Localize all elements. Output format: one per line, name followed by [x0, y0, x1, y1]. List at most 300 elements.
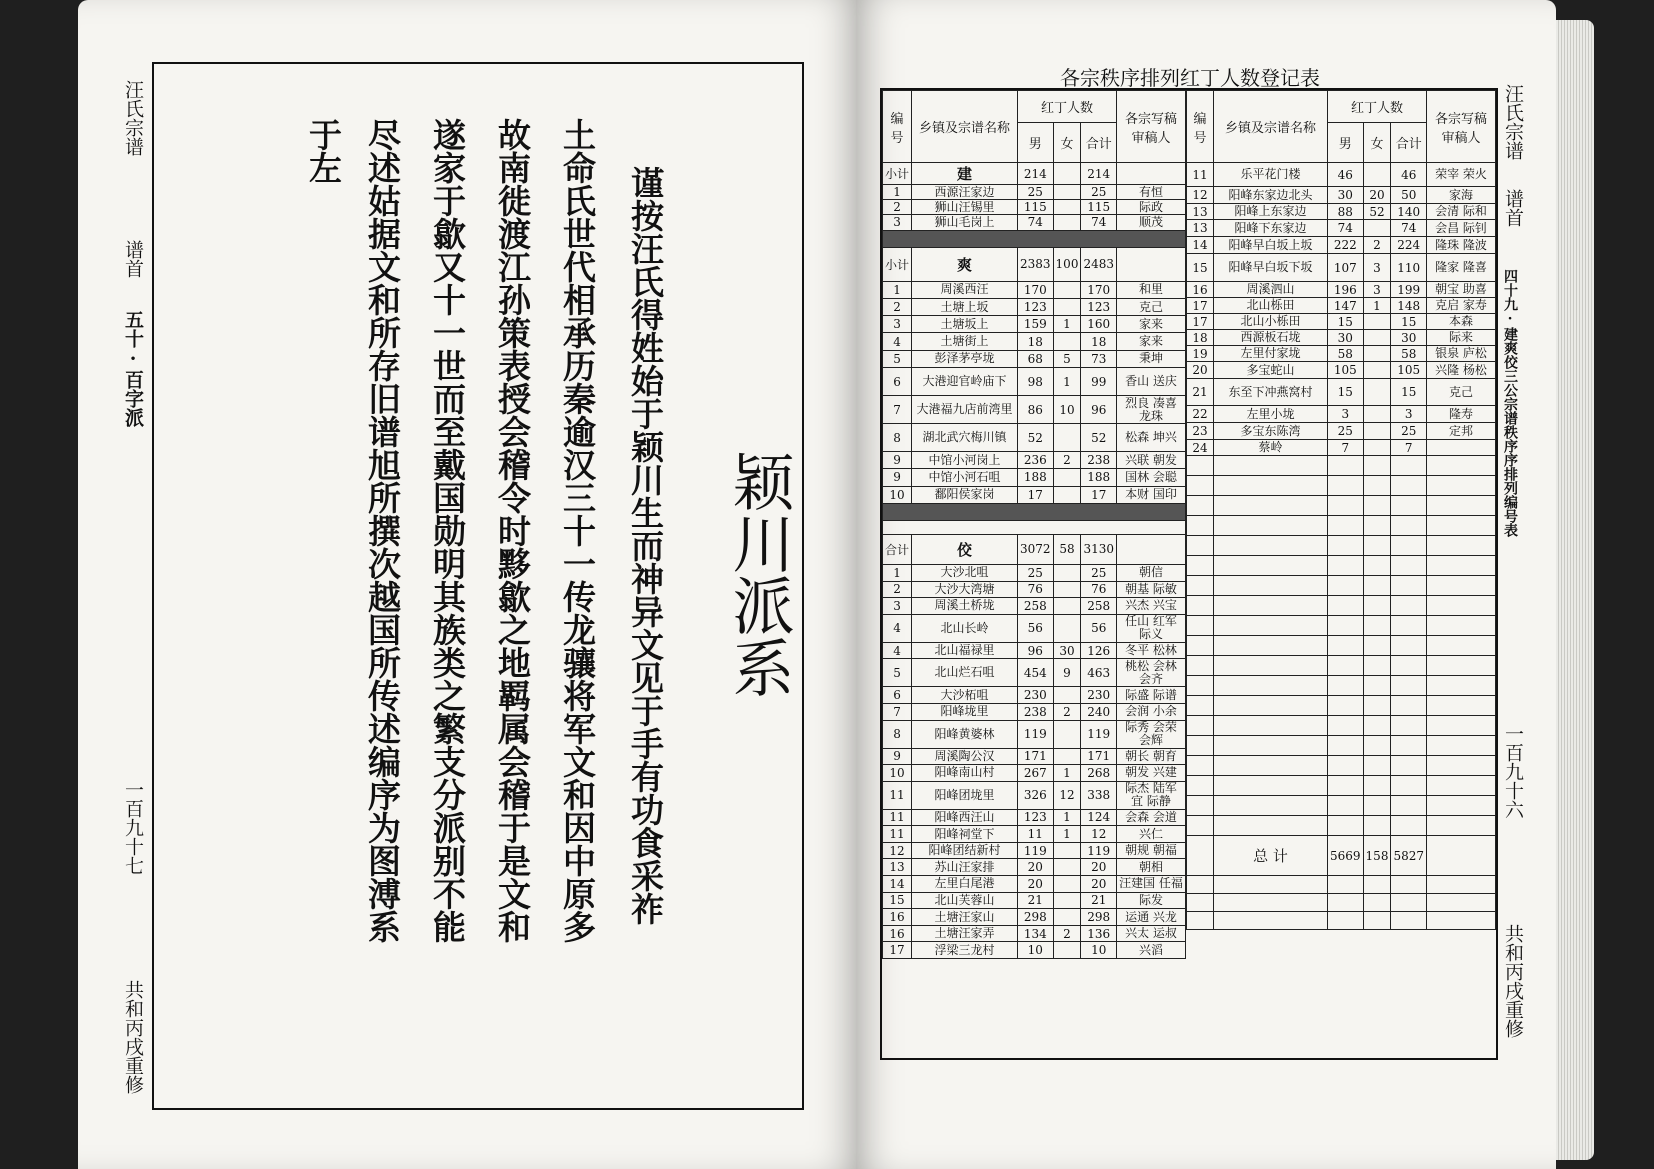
empty-cell — [1363, 796, 1391, 816]
row-town: 周溪西汪 — [912, 281, 1018, 298]
row-female: 1 — [1053, 765, 1081, 782]
row-town: 土塘汪家弄 — [912, 925, 1018, 942]
row-reviewer — [1427, 440, 1496, 456]
row-total: 25 — [1391, 423, 1427, 440]
row-town: 大沙大湾塘 — [912, 581, 1018, 598]
row-total: 76 — [1081, 581, 1117, 598]
empty-cell — [1427, 816, 1496, 836]
row-reviewer: 朝长 朝育 — [1117, 748, 1186, 765]
empty-cell — [1427, 696, 1496, 716]
empty-cell — [1427, 912, 1496, 930]
row-town: 多宝蛇山 — [1214, 362, 1328, 379]
row-town: 阳峰垅里 — [912, 703, 1018, 720]
grand-total-female: 158 — [1363, 836, 1391, 876]
row-town: 阳峰早白坂下坂 — [1214, 254, 1328, 282]
table-row — [883, 598, 1186, 615]
empty-cell — [1328, 556, 1364, 576]
row-reviewer: 朝宝 助喜 — [1427, 282, 1496, 298]
empty-row — [1187, 616, 1496, 636]
row-num: 24 — [1187, 440, 1214, 456]
row-num: 2 — [883, 298, 912, 315]
row-total: 74 — [1081, 215, 1117, 230]
row-town: 阳峰南山村 — [912, 765, 1018, 782]
table-row — [883, 748, 1186, 765]
row-town: 湖北武穴梅川镇 — [912, 424, 1018, 452]
row-num: 7 — [883, 703, 912, 720]
row-female — [1363, 314, 1391, 330]
row-male: 107 — [1328, 254, 1364, 282]
empty-cell — [1187, 676, 1214, 696]
row-total: 124 — [1081, 809, 1117, 826]
row-num: 6 — [883, 368, 912, 396]
row-town: 鄱阳侯家岗 — [912, 486, 1018, 503]
row-num: 19 — [1187, 346, 1214, 362]
row-male: 76 — [1018, 581, 1054, 598]
row-female: 2 — [1363, 237, 1391, 254]
row-female — [1363, 440, 1391, 456]
empty-cell — [1187, 476, 1214, 496]
empty-cell — [1187, 912, 1214, 930]
row-female: 10 — [1053, 396, 1081, 424]
empty-cell — [1187, 796, 1214, 816]
table-row — [883, 659, 1186, 687]
registry-table — [880, 88, 1498, 1060]
table-row — [883, 581, 1186, 598]
table-row — [1187, 298, 1496, 314]
empty-cell — [1328, 696, 1364, 716]
row-town: 中馆小河石咀 — [912, 469, 1018, 486]
row-male: 147 — [1328, 298, 1364, 314]
table-row — [1187, 204, 1496, 220]
row-total: 188 — [1081, 469, 1117, 486]
row-town: 左里白尾港 — [912, 876, 1018, 893]
row-town: 阳峰早白坂上坂 — [1214, 237, 1328, 254]
row-male: 119 — [1018, 842, 1054, 859]
empty-row — [1187, 676, 1496, 696]
group-female: 100 — [1053, 247, 1081, 281]
text-column: 遂家于歙又十一世而至戴国勋明其族类之繁支分派别不能 — [428, 118, 467, 943]
empty-cell — [1427, 596, 1496, 616]
row-female: 2 — [1053, 703, 1081, 720]
row-male: 30 — [1328, 187, 1364, 204]
row-reviewer: 定邦 — [1427, 423, 1496, 440]
empty-cell — [1391, 716, 1427, 736]
row-female: 1 — [1053, 316, 1081, 333]
empty-cell — [1328, 796, 1364, 816]
table-row — [883, 200, 1186, 215]
row-reviewer: 隆家 隆喜 — [1427, 254, 1496, 282]
table-row — [1187, 314, 1496, 330]
empty-cell — [1427, 456, 1496, 476]
row-total: 17 — [1081, 486, 1117, 503]
table-title: 各宗秩序排列红丁人数登记表 — [1060, 66, 1320, 90]
empty-cell — [1214, 596, 1328, 616]
row-male: 454 — [1018, 659, 1054, 687]
empty-cell — [1328, 496, 1364, 516]
empty-cell — [1328, 536, 1364, 556]
row-male: 88 — [1328, 204, 1364, 220]
empty-cell — [1187, 736, 1214, 756]
empty-cell — [1328, 756, 1364, 776]
row-total: 12 — [1081, 826, 1117, 843]
row-num: 17 — [1187, 298, 1214, 314]
row-reviewer: 朝规 朝福 — [1117, 842, 1186, 859]
row-female — [1363, 346, 1391, 362]
table-row — [1187, 220, 1496, 237]
empty-cell — [1363, 894, 1391, 912]
table-row — [1187, 362, 1496, 379]
empty-row — [1187, 736, 1496, 756]
row-female — [1053, 185, 1081, 200]
empty-cell — [1391, 736, 1427, 756]
empty-cell — [1391, 616, 1427, 636]
empty-cell — [1427, 736, 1496, 756]
row-female: 30 — [1053, 642, 1081, 659]
row-total: 119 — [1081, 720, 1117, 748]
row-reviewer: 际政 — [1117, 200, 1186, 215]
row-reviewer: 国林 会聪 — [1117, 469, 1186, 486]
empty-cell — [1391, 556, 1427, 576]
row-male: 134 — [1018, 925, 1054, 942]
row-female: 3 — [1363, 282, 1391, 298]
row-total: 18 — [1081, 333, 1117, 350]
empty-cell — [1214, 636, 1328, 656]
row-reviewer: 家海 — [1427, 187, 1496, 204]
row-total: 148 — [1391, 298, 1427, 314]
row-town: 东至下冲燕窝村 — [1214, 379, 1328, 406]
row-reviewer: 际来 — [1427, 330, 1496, 346]
row-male: 236 — [1018, 452, 1054, 469]
row-num: 15 — [883, 892, 912, 909]
row-total: 463 — [1081, 659, 1117, 687]
row-num: 14 — [883, 876, 912, 893]
row-male: 188 — [1018, 469, 1054, 486]
row-total: 199 — [1391, 282, 1427, 298]
row-total: 20 — [1081, 876, 1117, 893]
empty-cell — [1187, 656, 1214, 676]
row-female — [1053, 469, 1081, 486]
row-female — [1053, 598, 1081, 615]
row-town: 西源汪家边 — [912, 185, 1018, 200]
row-reviewer: 任山 红军 际义 — [1117, 614, 1186, 642]
empty-cell — [1363, 616, 1391, 636]
empty-cell — [1214, 536, 1328, 556]
row-town: 乐平花门楼 — [1214, 163, 1328, 187]
row-num: 3 — [883, 316, 912, 333]
row-male: 258 — [1018, 598, 1054, 615]
row-reviewer: 本森 — [1427, 314, 1496, 330]
empty-cell — [1214, 676, 1328, 696]
group-male: 3072 — [1018, 534, 1054, 564]
table-row — [1187, 346, 1496, 362]
row-female: 1 — [1053, 809, 1081, 826]
empty-cell — [1363, 576, 1391, 596]
row-total: 338 — [1081, 781, 1117, 809]
row-female: 12 — [1053, 781, 1081, 809]
table-row — [883, 614, 1186, 642]
group-name: 佼 — [912, 534, 1018, 564]
empty-cell — [1363, 876, 1391, 894]
row-reviewer: 会昌 际钊 — [1427, 220, 1496, 237]
grand-total-label: 总 计 — [1214, 836, 1328, 876]
row-town: 北山小栎田 — [1214, 314, 1328, 330]
row-total: 10 — [1081, 942, 1117, 959]
row-total: 224 — [1391, 237, 1427, 254]
row-female — [1053, 687, 1081, 704]
row-female — [1053, 842, 1081, 859]
empty-cell — [1214, 456, 1328, 476]
row-reviewer: 荣宰 荣火 — [1427, 163, 1496, 187]
row-total: 119 — [1081, 842, 1117, 859]
table-row — [1187, 406, 1496, 423]
empty-cell — [1187, 636, 1214, 656]
row-reviewer: 烈良 凑喜 龙珠 — [1117, 396, 1186, 424]
row-num: 3 — [883, 598, 912, 615]
row-male: 119 — [1018, 720, 1054, 748]
row-num: 18 — [1187, 330, 1214, 346]
row-town: 狮山毛岗上 — [912, 215, 1018, 230]
empty-cell — [1214, 816, 1328, 836]
group-name: 建 — [912, 163, 1018, 185]
row-male: 56 — [1018, 614, 1054, 642]
row-male: 25 — [1328, 423, 1364, 440]
text-frame — [152, 62, 804, 1110]
col-header-male: 男 — [1018, 123, 1054, 163]
col-header-count: 红丁人数 — [1018, 91, 1117, 123]
row-num: 12 — [1187, 187, 1214, 204]
row-reviewer: 隆珠 隆波 — [1427, 237, 1496, 254]
row-num: 8 — [883, 424, 912, 452]
row-town: 中馆小河岗上 — [912, 452, 1018, 469]
row-female — [1363, 406, 1391, 423]
row-total: 136 — [1081, 925, 1117, 942]
table-row — [883, 424, 1186, 452]
row-reviewer: 秉坤 — [1117, 350, 1186, 367]
empty-row — [1187, 912, 1496, 930]
group-label: 合计 — [883, 534, 912, 564]
row-female — [1053, 486, 1081, 503]
row-male: 11 — [1018, 826, 1054, 843]
row-reviewer: 际发 — [1117, 892, 1186, 909]
row-female: 1 — [1053, 368, 1081, 396]
empty-cell — [1363, 596, 1391, 616]
row-town: 大沙北咀 — [912, 564, 1018, 581]
empty-cell — [1214, 736, 1328, 756]
table-row — [1187, 187, 1496, 204]
empty-cell — [1427, 796, 1496, 816]
table-row — [883, 642, 1186, 659]
empty-cell — [1214, 716, 1328, 736]
table-row — [883, 925, 1186, 942]
row-male: 46 — [1328, 163, 1364, 187]
empty-cell — [1427, 556, 1496, 576]
row-male: 230 — [1018, 687, 1054, 704]
empty-cell — [1214, 876, 1328, 894]
empty-cell — [1427, 576, 1496, 596]
row-female: 1 — [1053, 826, 1081, 843]
row-total: 21 — [1081, 892, 1117, 909]
empty-cell — [1391, 676, 1427, 696]
header-row — [883, 91, 1186, 123]
row-reviewer: 兴隆 杨松 — [1427, 362, 1496, 379]
text-column: 土命氏世代相承历秦逾汉三十一传龙骧将军文和因中原多 — [558, 118, 597, 943]
row-male: 170 — [1018, 281, 1054, 298]
right-table — [1186, 90, 1496, 930]
table-row — [1187, 282, 1496, 298]
col-header-num: 编号 — [1187, 91, 1214, 163]
col-header-female: 女 — [1053, 123, 1081, 163]
empty-row — [1187, 756, 1496, 776]
group-reviewer — [1117, 247, 1186, 281]
row-female — [1053, 748, 1081, 765]
row-num: 14 — [1187, 237, 1214, 254]
table-row — [883, 452, 1186, 469]
col-header-total: 合计 — [1391, 123, 1427, 163]
empty-cell — [1391, 656, 1427, 676]
table-row — [1187, 379, 1496, 406]
empty-cell — [1427, 894, 1496, 912]
table-row — [883, 909, 1186, 926]
empty-cell — [1214, 912, 1328, 930]
col-header-female: 女 — [1363, 123, 1391, 163]
row-reviewer: 朝信 — [1117, 564, 1186, 581]
table-row — [1187, 440, 1496, 456]
row-town: 大港迎官岭庙下 — [912, 368, 1018, 396]
text-column: 谨按汪氏得姓始于颖川生而神异文见于手有功食采祚 — [626, 166, 665, 925]
spacer-cell — [883, 520, 1186, 534]
group-female — [1053, 163, 1081, 185]
row-total: 105 — [1391, 362, 1427, 379]
page-title: 颖川派系 — [722, 450, 795, 698]
empty-cell — [1363, 556, 1391, 576]
row-female — [1053, 614, 1081, 642]
row-town: 北山栎田 — [1214, 298, 1328, 314]
row-total: 160 — [1081, 316, 1117, 333]
empty-cell — [1214, 696, 1328, 716]
empty-cell — [1328, 616, 1364, 636]
row-town: 苏山汪家排 — [912, 859, 1018, 876]
row-num: 2 — [883, 581, 912, 598]
row-town: 浮梁三龙村 — [912, 942, 1018, 959]
row-male: 25 — [1018, 564, 1054, 581]
row-male: 7 — [1328, 440, 1364, 456]
table-row — [883, 892, 1186, 909]
row-total: 171 — [1081, 748, 1117, 765]
row-num: 20 — [1187, 362, 1214, 379]
empty-cell — [1363, 476, 1391, 496]
empty-cell — [1187, 776, 1214, 796]
col-header-male: 男 — [1328, 123, 1364, 163]
empty-cell — [1328, 816, 1364, 836]
empty-cell — [1427, 476, 1496, 496]
row-male: 171 — [1018, 748, 1054, 765]
page-number-left: 一百九十七 — [122, 780, 144, 875]
empty-cell — [1363, 496, 1391, 516]
group-row — [883, 534, 1186, 564]
divider-cell — [883, 230, 1186, 247]
row-num: 1 — [883, 564, 912, 581]
row-female — [1053, 333, 1081, 350]
empty-cell — [1363, 656, 1391, 676]
empty-cell — [1187, 576, 1214, 596]
row-reviewer: 会清 际和 — [1427, 204, 1496, 220]
row-num: 13 — [883, 859, 912, 876]
empty-row — [1187, 516, 1496, 536]
row-total: 73 — [1081, 350, 1117, 367]
row-num: 7 — [883, 396, 912, 424]
row-total: 240 — [1081, 703, 1117, 720]
empty-cell — [1427, 536, 1496, 556]
empty-row — [1187, 716, 1496, 736]
row-total: 99 — [1081, 368, 1117, 396]
right-margin — [1500, 84, 1532, 1084]
row-reviewer: 会润 小余 — [1117, 703, 1186, 720]
empty-cell — [1363, 776, 1391, 796]
empty-cell — [1391, 596, 1427, 616]
row-male: 86 — [1018, 396, 1054, 424]
row-reviewer: 际秀 会荣 会辉 — [1117, 720, 1186, 748]
empty-cell — [1427, 636, 1496, 656]
empty-cell — [1391, 496, 1427, 516]
col-header-reviewer: 各宗写稿审稿人 — [1117, 91, 1186, 163]
empty-cell — [1363, 536, 1391, 556]
empty-cell — [1391, 696, 1427, 716]
row-town: 狮山汪锡里 — [912, 200, 1018, 215]
empty-cell — [1328, 876, 1364, 894]
row-female — [1363, 379, 1391, 406]
row-reviewer: 克启 家寿 — [1427, 298, 1496, 314]
row-male: 196 — [1328, 282, 1364, 298]
empty-cell — [1391, 516, 1427, 536]
row-town: 周溪泗山 — [1214, 282, 1328, 298]
empty-cell — [1328, 456, 1364, 476]
row-town: 蔡岭 — [1214, 440, 1328, 456]
table-row — [883, 781, 1186, 809]
row-num: 8 — [883, 720, 912, 748]
col-header-town: 乡镇及宗谱名称 — [1214, 91, 1328, 163]
empty-cell — [1363, 676, 1391, 696]
row-male: 10 — [1018, 942, 1054, 959]
empty-cell — [1328, 676, 1364, 696]
empty-cell — [1391, 636, 1427, 656]
row-total: 25 — [1081, 185, 1117, 200]
empty-cell — [1427, 776, 1496, 796]
row-reviewer: 朝基 际敏 — [1117, 581, 1186, 598]
grand-total-row — [1187, 836, 1496, 876]
row-female — [1053, 564, 1081, 581]
row-male: 25 — [1018, 185, 1054, 200]
row-male: 326 — [1018, 781, 1054, 809]
empty-row — [1187, 816, 1496, 836]
empty-cell — [1328, 516, 1364, 536]
table-row — [883, 765, 1186, 782]
empty-cell — [1328, 716, 1364, 736]
row-num: 11 — [883, 809, 912, 826]
group-male: 214 — [1018, 163, 1054, 185]
row-total: 25 — [1081, 564, 1117, 581]
empty-cell — [1363, 636, 1391, 656]
empty-cell — [1363, 816, 1391, 836]
row-num: 13 — [1187, 220, 1214, 237]
empty-cell — [1363, 456, 1391, 476]
empty-cell — [1391, 912, 1427, 930]
row-reviewer: 克己 — [1117, 298, 1186, 315]
table-row — [883, 185, 1186, 200]
table-row — [883, 486, 1186, 503]
row-male: 222 — [1328, 237, 1364, 254]
row-female — [1053, 942, 1081, 959]
row-total: 298 — [1081, 909, 1117, 926]
